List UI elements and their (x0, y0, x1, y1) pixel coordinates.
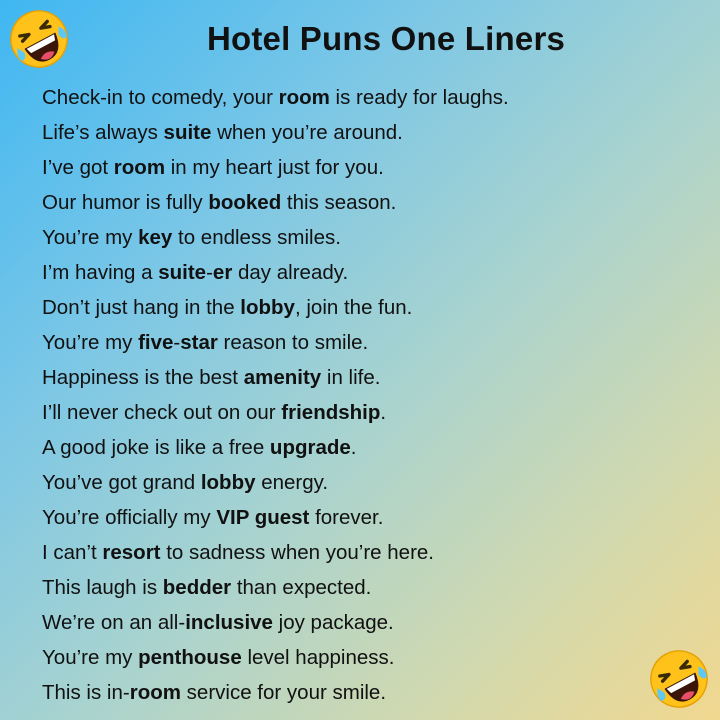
pun-keyword: room (278, 86, 330, 109)
pun-list (42, 80, 509, 710)
pun-keyword: lobby (200, 471, 256, 494)
pun-text: joy package. (272, 611, 394, 634)
pun-text: I’ve got (42, 156, 114, 179)
pun-line (42, 325, 509, 360)
pun-line (42, 395, 509, 430)
pun-line (42, 430, 509, 465)
pun-text: This laugh is (42, 576, 163, 599)
pun-text: . (380, 401, 387, 424)
pun-text: You’re officially my (42, 506, 217, 529)
pun-text: We’re on an all- (42, 611, 186, 634)
pun-text: A good joke is like a free (42, 436, 270, 459)
pun-keyword: bedder (162, 576, 232, 599)
pun-line (42, 220, 509, 255)
pun-keyword: suite (163, 121, 212, 144)
pun-keyword: amenity (243, 366, 322, 389)
pun-keyword: key (138, 226, 173, 249)
pun-line (42, 570, 509, 605)
pun-keyword: lobby (240, 296, 295, 319)
pun-line (42, 500, 509, 535)
pun-text: I’ll never check out on our (42, 401, 282, 424)
pun-text: service for your smile. (180, 681, 387, 704)
pun-keyword: booked (208, 191, 282, 214)
pun-text: is ready for laughs. (329, 86, 509, 109)
pun-line (42, 115, 509, 150)
pun-keyword: star (180, 331, 218, 354)
pun-text: . (350, 436, 357, 459)
pun-text: Our humor is fully (42, 191, 209, 214)
pun-text: forever. (309, 506, 384, 529)
pun-line (42, 185, 509, 220)
pun-text: in my heart just for you. (165, 156, 384, 179)
pun-text: , join the fun. (294, 296, 413, 319)
pun-line (42, 465, 509, 500)
pun-line (42, 605, 509, 640)
pun-keyword: VIP guest (216, 506, 310, 529)
pun-text: You’re my (42, 331, 139, 354)
pun-keyword: room (129, 681, 181, 704)
pun-text: Don’t just hang in the (42, 296, 241, 319)
pun-keyword: suite (158, 261, 207, 284)
pun-text: - (206, 261, 213, 284)
pun-keyword: upgrade (269, 436, 351, 459)
pun-text: energy. (255, 471, 329, 494)
pun-text: This is in- (42, 681, 130, 704)
pun-text: this season. (281, 191, 397, 214)
pun-line (42, 535, 509, 570)
pun-keyword: penthouse (138, 646, 242, 669)
pun-line (42, 640, 509, 675)
pun-keyword: resort (102, 541, 161, 564)
pun-text: Happiness is the best (42, 366, 244, 389)
laughing-emoji-icon (648, 648, 710, 710)
pun-text: to endless smiles. (172, 226, 341, 249)
pun-text: - (173, 331, 181, 354)
pun-keyword: friendship (281, 401, 381, 424)
pun-line (42, 150, 509, 185)
pun-text: level happiness. (241, 646, 395, 669)
pun-text: You’ve got grand (42, 471, 201, 494)
pun-keyword: five (138, 331, 174, 354)
pun-keyword: inclusive (185, 611, 273, 634)
pun-text: reason to smile. (217, 331, 369, 354)
pun-text: I can’t (42, 541, 103, 564)
pun-text: when you’re around. (211, 121, 403, 144)
pun-line (42, 255, 509, 290)
pun-text: in life. (321, 366, 381, 389)
pun-line (42, 80, 509, 115)
pun-keyword: room (113, 156, 166, 179)
pun-text: I’m having a (42, 261, 159, 284)
page-title: Hotel Puns One Liners (206, 20, 566, 57)
pun-line (42, 290, 509, 325)
pun-text: Check-in to comedy, your (42, 86, 279, 109)
pun-text: day already. (232, 261, 349, 284)
pun-text: You’re my (42, 226, 139, 249)
pun-keyword: er (212, 261, 233, 284)
pun-text: Life’s always (42, 121, 164, 144)
pun-text: than expected. (231, 576, 372, 599)
pun-text: You’re my (42, 646, 139, 669)
pun-text: to sadness when you’re here. (160, 541, 434, 564)
pun-line (42, 675, 509, 710)
pun-line (42, 360, 509, 395)
